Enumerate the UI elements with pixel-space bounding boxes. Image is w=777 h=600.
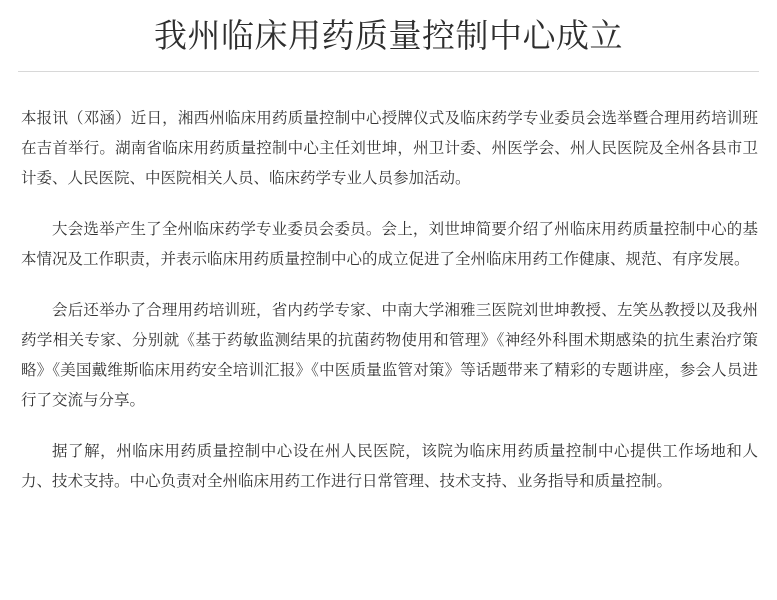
article-title: 我州临床用药质量控制中心成立 [154, 16, 623, 55]
article-body [21, 103, 758, 517]
article-paragraph-1: 本报讯（邓涵）近日，湘西州临床用药质量控制中心授牌仪式及临床药学专业委员会选举暨合理用药培训班在吉首举行。湖南省临床用药质量控制中心主任刘世坤，州卫计委、州医学会、州人民医院及全州各县市卫计委、人民医院、中医院相关人员、临床药学专业人员参加活动。 [21, 109, 758, 187]
article-paragraph-3: 会后还举办了合理用药培训班，省内药学专家、中南大学湘雅三医院刘世坤教授、左笑丛教授以及我州药学相关专家、分别就《基于药敏监测结果的抗菌药物使用和管理》《神经外科围术期感染的抗生素治疗策略》《美国戴维斯临床用药安全培训汇报》《中医质量监管对策》等话题带来了精彩的专题讲座，参会人员进行了交流与分享。 [21, 301, 758, 409]
article-paragraph-2: 大会选举产生了全州临床药学专业委员会委员。会上，刘世坤简要介绍了州临床用药质量控制中心的基本情况及工作职责，并表示临床用药质量控制中心的成立促进了全州临床用药工作健康、规范、有序发展。 [21, 220, 758, 268]
article-paragraph-4: 据了解，州临床用药质量控制中心设在州人民医院，该院为临床用药质量控制中心提供工作场地和人力、技术支持。中心负责对全州临床用药工作进行日常管理、技术支持、业务指导和质量控制。 [21, 442, 758, 490]
title-divider [18, 71, 759, 72]
